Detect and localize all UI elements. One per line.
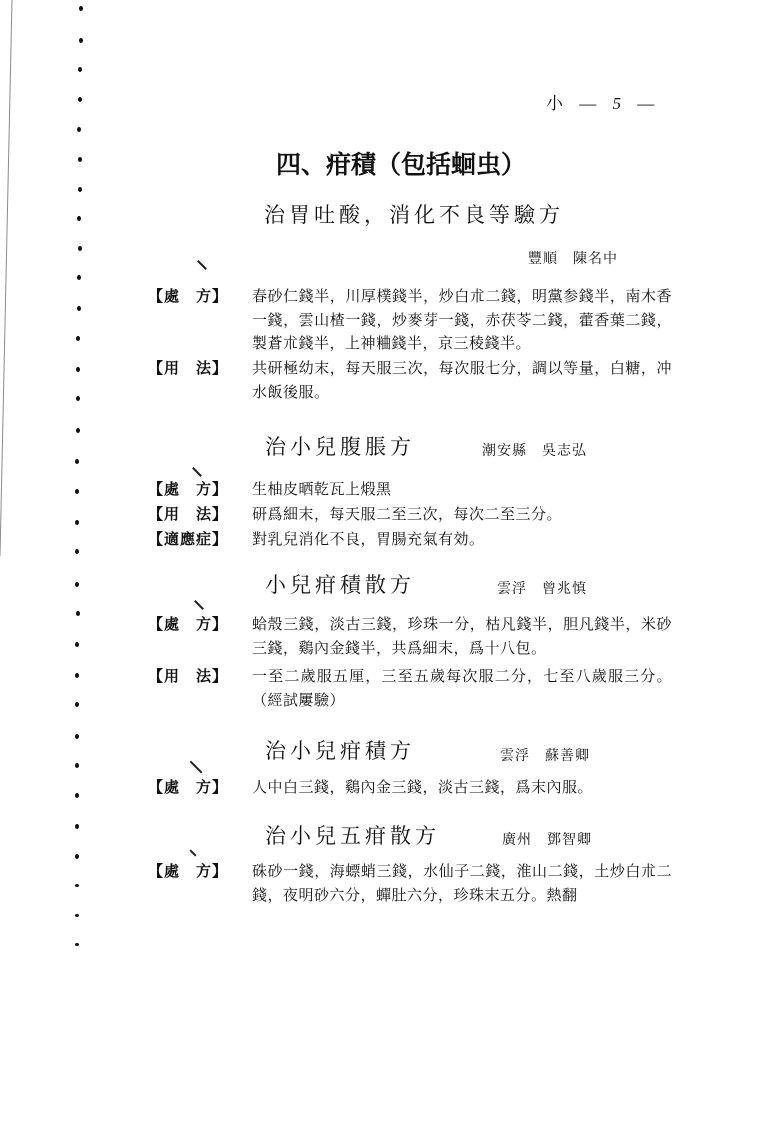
binding-dot (78, 246, 82, 251)
entry-text: 共研極幼末，每天服三次，每次服七分，調以等量，白糖，冲水飯後服。 (252, 359, 672, 401)
entry-text: 人中白三錢，鷄內金三錢，淡古三錢，爲末內服。 (252, 778, 594, 796)
binding-dot (75, 763, 79, 768)
binding-dot (75, 489, 79, 494)
recipe-title: 小兒疳積散方 (265, 573, 415, 597)
pen-mark (194, 600, 204, 610)
binding-dot (77, 216, 81, 221)
binding-dot (75, 793, 79, 798)
binding-dot (76, 611, 80, 616)
binding-dot (75, 734, 79, 739)
recipe-author: 雲浮 曾兆慎 (497, 581, 587, 597)
entry-label: 【用 法】 (148, 505, 229, 523)
binding-dot (77, 275, 81, 280)
entry-label: 【用 法】 (148, 667, 229, 685)
chapter-title: 四、疳積（包括蛔虫） (276, 150, 527, 179)
recipe-author: 雲浮 蘇善卿 (500, 748, 590, 764)
pen-mark (192, 467, 202, 477)
scan-edge-line (0, 0, 14, 556)
entry-text: 春砂仁錢半，川厚樸錢半，炒白朮二錢，明黨参錢半，南木香一錢，雲山楂一錢，炒麥芽一錢，赤茯苓二錢，藿香葉二錢，製蒼朮錢半，上神粬錢半，京三稜錢半。 (252, 287, 672, 352)
binding-dot (75, 582, 79, 587)
entry-label: 【處 方】 (148, 480, 229, 498)
binding-dot (75, 943, 79, 946)
entry-text: 蛤殼三錢，淡古三錢，珍珠一分，枯凡錢半，胆凡錢半，米砂三錢，鷄內金錢半，共爲細末，爲十八包。 (252, 615, 672, 657)
page-number-suffix: — (637, 94, 661, 113)
recipe-author: 廣州 鄧智卿 (502, 832, 592, 848)
entry-label: 【用 法】 (148, 359, 229, 377)
entry-text: 對乳兒消化不良，胃腸充氣有効。 (252, 530, 485, 548)
binding-dot (75, 854, 79, 859)
binding-dot (77, 127, 81, 132)
binding-dot (75, 914, 79, 917)
binding-holes (74, 0, 84, 960)
binding-dot (77, 306, 81, 311)
binding-dot (79, 6, 83, 11)
header-section: 小 (546, 94, 569, 113)
entry-label: 【處 方】 (148, 778, 229, 796)
recipe-title: 治小兒腹脹方 (265, 435, 415, 459)
binding-dot (76, 336, 80, 341)
entry-label: 【處 方】 (148, 287, 229, 305)
binding-dot (75, 673, 79, 678)
pen-mark (189, 849, 196, 856)
binding-dot (75, 642, 79, 647)
entry-text: 硃砂一錢，海螵蛸三錢，水仙子二錢，淮山二錢，土炒白朮二錢，夜明砂六分，蟬肚六分，珍珠末五分。熱翻 (252, 862, 672, 904)
binding-dot (78, 67, 82, 72)
entry-text: 生柚皮晒乾瓦上煅黑 (252, 480, 392, 498)
binding-dot (75, 702, 79, 707)
recipe-author: 豐順 陳名中 (528, 251, 618, 267)
binding-dot (76, 396, 80, 401)
recipe-author: 潮安縣 吳志弘 (482, 443, 587, 459)
binding-dot (75, 549, 79, 554)
entry-label: 【處 方】 (148, 862, 229, 880)
binding-dot (79, 38, 83, 43)
recipe-title: 治胃吐酸，消化不良等驗方 (264, 203, 564, 227)
page-number: 5 (612, 94, 627, 113)
binding-dot (78, 97, 82, 102)
recipe-title: 治小兒五疳散方 (265, 824, 440, 848)
pen-mark (190, 761, 203, 774)
binding-dot (76, 367, 80, 372)
page-number-prefix: — (579, 94, 603, 113)
entry-text: 研爲細末，每天服二至三次，每次二至三分。 (252, 505, 563, 523)
recipe-title: 治小兒疳積方 (265, 739, 415, 763)
binding-dot (75, 884, 79, 887)
entry-text: 一至二歲服五厘，三至五歲每次服二分，七至八歲服三分。（經試屢驗） (252, 667, 672, 709)
binding-dot (75, 459, 79, 464)
pen-mark (197, 260, 207, 270)
binding-dot (76, 428, 80, 433)
binding-dot (78, 187, 82, 192)
binding-dot (78, 157, 82, 162)
entry-label: 【處 方】 (148, 615, 229, 633)
page-number-header (546, 89, 660, 114)
binding-dot (75, 824, 79, 829)
entry-label: 【適應症】 (148, 530, 229, 548)
binding-dot (75, 520, 79, 525)
